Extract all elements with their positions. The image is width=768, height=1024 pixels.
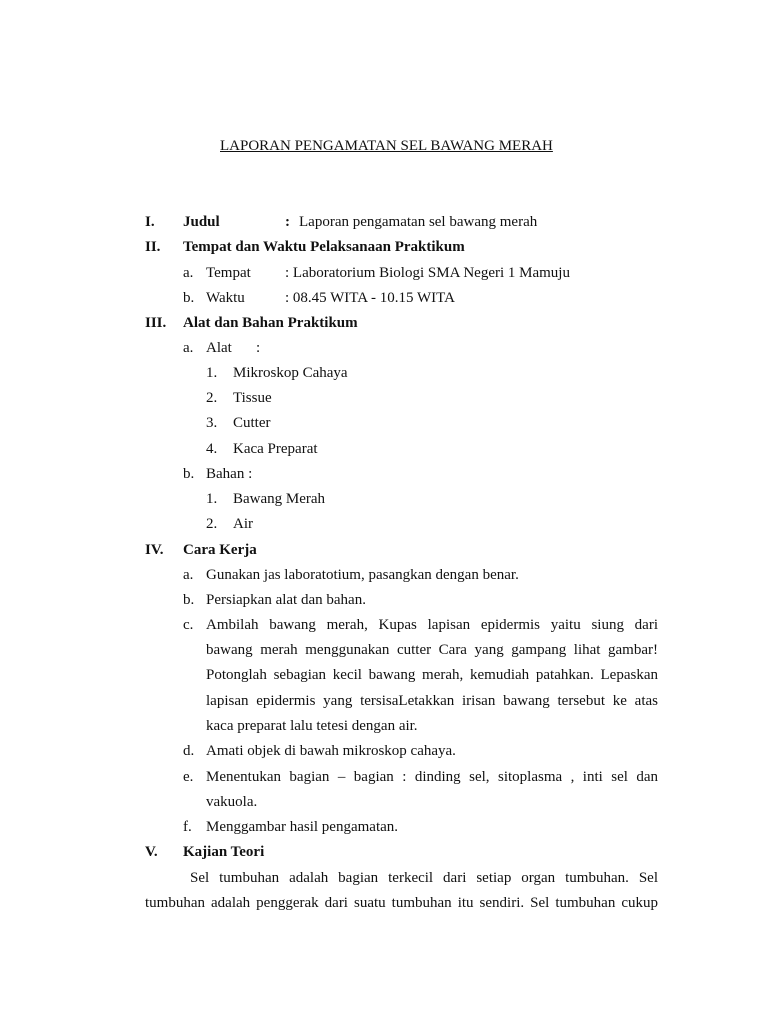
section-heading: Kajian Teori <box>183 844 265 860</box>
list-letter: e. <box>183 769 194 785</box>
step-line: Menggambar hasil pengamatan. <box>206 819 399 835</box>
step-line: Amati objek di bawah mikroskop cahaya. <box>206 743 456 759</box>
list-item: Cutter <box>233 415 271 431</box>
page-title: LAPORAN PENGAMATAN SEL BAWANG MERAH <box>220 138 553 154</box>
list-letter: f. <box>183 819 192 835</box>
tempat-label: Tempat <box>206 265 251 281</box>
list-item: Tissue <box>233 390 272 406</box>
alat-colon: : <box>256 340 261 356</box>
step-line: Menentukan bagian – bagian : dinding sel, sitoplasma , inti sel dan <box>206 769 658 785</box>
judul-label: Judul <box>183 214 220 230</box>
section-heading: Alat dan Bahan Praktikum <box>183 315 358 331</box>
waktu-value: : 08.45 WITA - 10.15 WITA <box>285 290 455 306</box>
step-line: kaca preparat lalu tetesi dengan air. <box>206 718 418 734</box>
alat-label: Alat <box>206 340 232 356</box>
list-letter: b. <box>183 290 195 306</box>
list-letter: a. <box>183 567 194 583</box>
tempat-value: : Laboratorium Biologi SMA Negeri 1 Mamuju <box>285 265 570 281</box>
list-letter: a. <box>183 265 194 281</box>
list-letter: b. <box>183 592 195 608</box>
step-line: Potonglah sebagian kecil bawang merah, kemudiah patahkan. Lepaskan <box>206 667 658 683</box>
list-number: 3. <box>206 415 218 431</box>
section-heading: Tempat dan Waktu Pelaksanaan Praktikum <box>183 239 465 255</box>
step-line: vakuola. <box>206 794 258 810</box>
section-number: II. <box>145 239 161 255</box>
section-number: IV. <box>145 542 164 558</box>
list-letter: d. <box>183 743 195 759</box>
section-number: V. <box>145 844 158 860</box>
list-item: Mikroskop Cahaya <box>233 365 348 381</box>
bahan-label: Bahan : <box>206 466 253 482</box>
judul-colon: : <box>285 214 290 230</box>
step-line: Ambilah bawang merah, Kupas lapisan epidermis yaitu siung dari <box>206 617 658 633</box>
list-letter: a. <box>183 340 194 356</box>
list-number: 2. <box>206 516 218 532</box>
list-number: 4. <box>206 441 218 457</box>
list-item: Air <box>233 516 253 532</box>
list-item: Bawang Merah <box>233 491 326 507</box>
paragraph-line: Sel tumbuhan adalah bagian terkecil dari setiap organ tumbuhan. Sel <box>190 870 658 886</box>
list-number: 1. <box>206 365 218 381</box>
judul-value: Laporan pengamatan sel bawang merah <box>299 214 538 230</box>
step-line: Gunakan jas laboratotium, pasangkan dengan benar. <box>206 567 519 583</box>
step-line: bawang merah menggunakan cutter Cara yang gampang lihat gambar! <box>206 642 658 658</box>
waktu-label: Waktu <box>206 290 245 306</box>
list-number: 1. <box>206 491 218 507</box>
step-line: lapisan epidermis yang tersisaLetakkan irisan bawang tersebut ke atas <box>206 693 658 709</box>
list-letter: c. <box>183 617 194 633</box>
section-heading: Cara Kerja <box>183 542 257 558</box>
section-number: I. <box>145 214 155 230</box>
list-number: 2. <box>206 390 218 406</box>
section-number: III. <box>145 315 167 331</box>
step-line: Persiapkan alat dan bahan. <box>206 592 366 608</box>
list-letter: b. <box>183 466 195 482</box>
paragraph-line: tumbuhan adalah penggerak dari suatu tumbuhan itu sendiri. Sel tumbuhan cukup <box>145 895 658 911</box>
list-item: Kaca Preparat <box>233 441 318 457</box>
